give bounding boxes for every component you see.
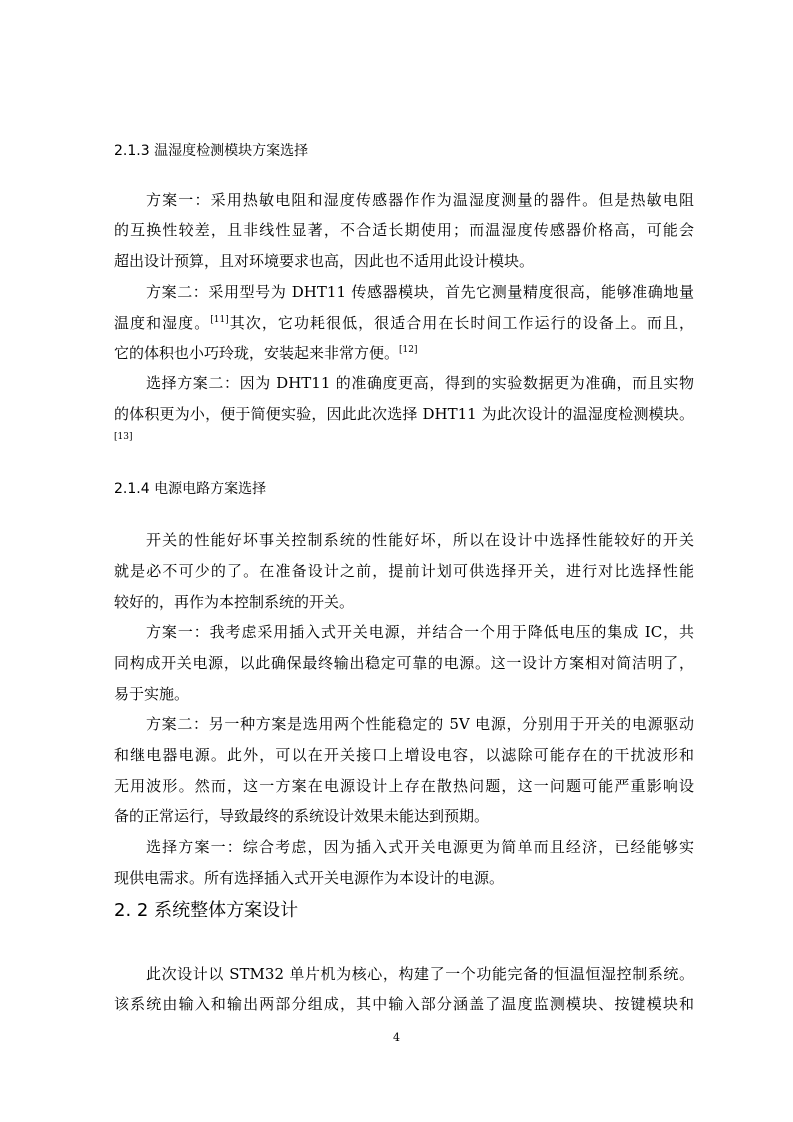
paragraph-line: 方案二：另一种方案是选用两个性能稳定的 5V 电源，分别用于开关的电源驱动 — [146, 715, 694, 733]
paragraph-line: 的互换性较差，且非线性显著，不合适长期使用；而温湿度传感器价格高，可能会 — [114, 221, 694, 239]
paragraph-line: 方案一：我考虑采用插入式开关电源，并结合一个用于降低电压的集成 IC，共 — [146, 623, 694, 641]
line-segment: 温度和湿度。 — [114, 314, 211, 332]
paragraph-line: 易于实施。 — [114, 685, 190, 703]
paragraph-line: 该系统由输入和输出两部分组成，其中输入部分涵盖了温度监测模块、按键模块和 — [114, 995, 694, 1013]
paragraph-line: 较好的，再作为本控制系统的开关。 — [114, 593, 355, 611]
section-heading-2-2: 2. 2 系统整体方案设计 — [114, 900, 299, 921]
paragraph-line: 选择方案一：综合考虑，因为插入式开关电源更为简单而且经济，已经能够实 — [146, 838, 694, 856]
paragraph-line: 现供电需求。所有选择插入式开关电源作为本设计的电源。 — [114, 869, 505, 887]
line-segment: 其次，它功耗很低，很适合用在长时间工作运行的设备上。而且， — [228, 314, 694, 332]
paragraph-line: 无用波形。然而，这一方案在电源设计上存在散热问题，这一问题可能严重影响设 — [114, 777, 694, 795]
paragraph-line: 的体积更为小，便于简便实验，因此此次选择 DHT11 为此次设计的温湿度检测模块。 — [114, 405, 694, 423]
paragraph-line: 同构成开关电源，以此确保最终输出稳定可靠的电源。这一设计方案相对简洁明了， — [114, 654, 694, 672]
paragraph-line: 和继电器电源。此外，可以在开关接口上增设电容，以滤除可能存在的干扰波形和 — [114, 746, 694, 764]
paragraph-line: 就是必不可少的了。在准备设计之前，提前计划可供选择开关，进行对比选择性能 — [114, 562, 694, 580]
paragraph-line: 超出设计预算，且对环境要求也高，因此也不适用此设计模块。 — [114, 252, 535, 270]
paragraph-line: 方案二：采用型号为 DHT11 传感器模块，首先它测量精度很高，能够准确地量 — [146, 283, 694, 301]
section-heading-2-1-4: 2.1.4 电源电路方案选择 — [114, 481, 267, 497]
citation-ref: [13] — [114, 432, 133, 442]
citation-ref: [12] — [399, 345, 418, 355]
paragraph-line: 开关的性能好坏事关控制系统的性能好坏，所以在设计中选择性能较好的开关 — [146, 531, 694, 549]
section-heading-2-1-3: 2.1.3 温湿度检测模块方案选择 — [114, 143, 309, 159]
citation-ref: [11] — [210, 315, 229, 325]
paragraph-line: 方案一：采用热敏电阻和湿度传感器作作为温湿度测量的器件。但是热敏电阻 — [146, 191, 694, 209]
paragraph-line-with-ref — [114, 313, 694, 333]
paragraph-line-with-ref — [114, 343, 694, 363]
page-number: 4 — [393, 1031, 400, 1044]
paragraph-line: 此次设计以 STM32 单片机为核心，构建了一个功能完备的恒温恒湿控制系统。 — [146, 965, 694, 983]
paragraph-line: 备的正常运行，导致最终的系统设计效果未能达到预期。 — [114, 807, 490, 825]
line-segment: 它的体积也小巧玲珑，安装起来非常方便。 — [114, 344, 400, 362]
paragraph-line: 选择方案二：因为 DHT11 的准确度更高，得到的实验数据更为准确，而且实物 — [146, 374, 694, 392]
